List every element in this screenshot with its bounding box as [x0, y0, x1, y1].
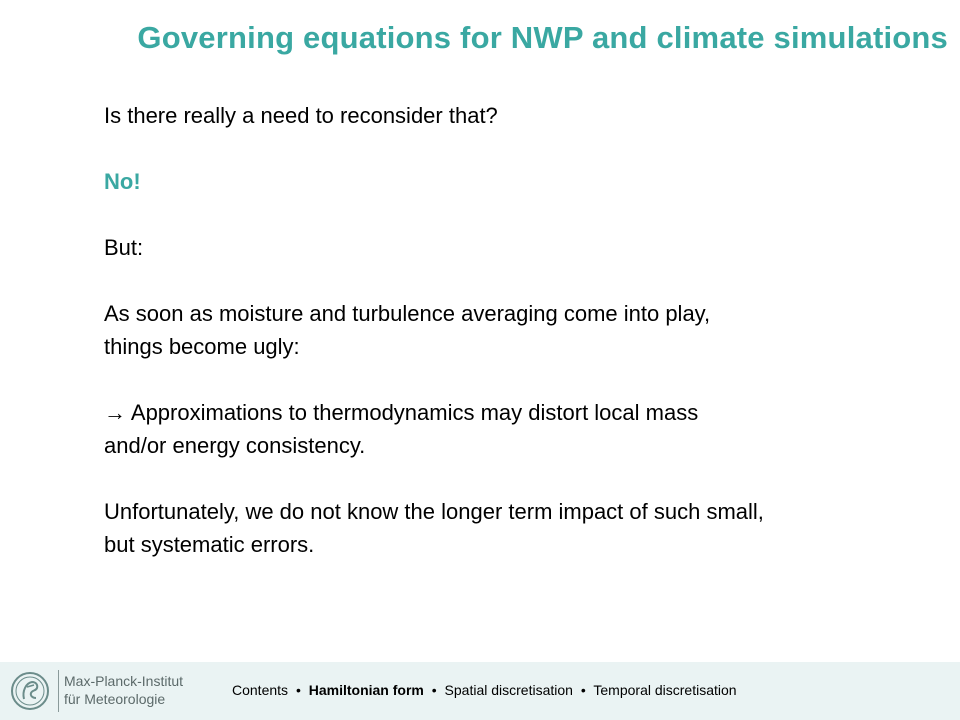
- unfortunately-text-line-1: Unfortunately, we do not know the longer term impact of such small,: [104, 499, 764, 524]
- nav-temporal-link[interactable]: Temporal discretisation: [593, 682, 737, 698]
- max-planck-minerva-logo-icon: [10, 671, 50, 711]
- institute-name-line-1: Max-Planck-Institut: [64, 673, 184, 689]
- moisture-text-line-1: As soon as moisture and turbulence averaging come into play,: [104, 301, 711, 326]
- answer-text: No!: [104, 169, 141, 194]
- nav-spatial-link[interactable]: Spatial discretisation: [444, 682, 573, 698]
- slide-title: Governing equations for NWP and climate simulations: [137, 20, 948, 55]
- logo-divider: [58, 670, 59, 712]
- institute-name-line-2: für Meteorologie: [64, 691, 166, 707]
- nav-hamiltonian-link[interactable]: Hamiltonian form: [308, 682, 424, 698]
- nav-separator: •: [431, 682, 437, 698]
- slide-body: [104, 99, 934, 561]
- institute-name: [64, 672, 183, 708]
- nav-contents-link[interactable]: Contents: [232, 682, 289, 698]
- footer-bar: [0, 662, 960, 720]
- question-text: Is there really a need to reconsider that?: [104, 103, 498, 128]
- section-navigation: [232, 682, 737, 698]
- but-text: But:: [104, 235, 144, 260]
- nav-separator: •: [580, 682, 586, 698]
- unfortunately-text-line-2: but systematic errors.: [104, 532, 315, 557]
- nav-separator: •: [295, 682, 301, 698]
- approximation-text-line-1: → Approximations to thermodynamics may distort local mass: [104, 400, 699, 425]
- approximation-text-line-2: and/or energy consistency.: [104, 433, 366, 458]
- moisture-text-line-2: things become ugly:: [104, 334, 300, 359]
